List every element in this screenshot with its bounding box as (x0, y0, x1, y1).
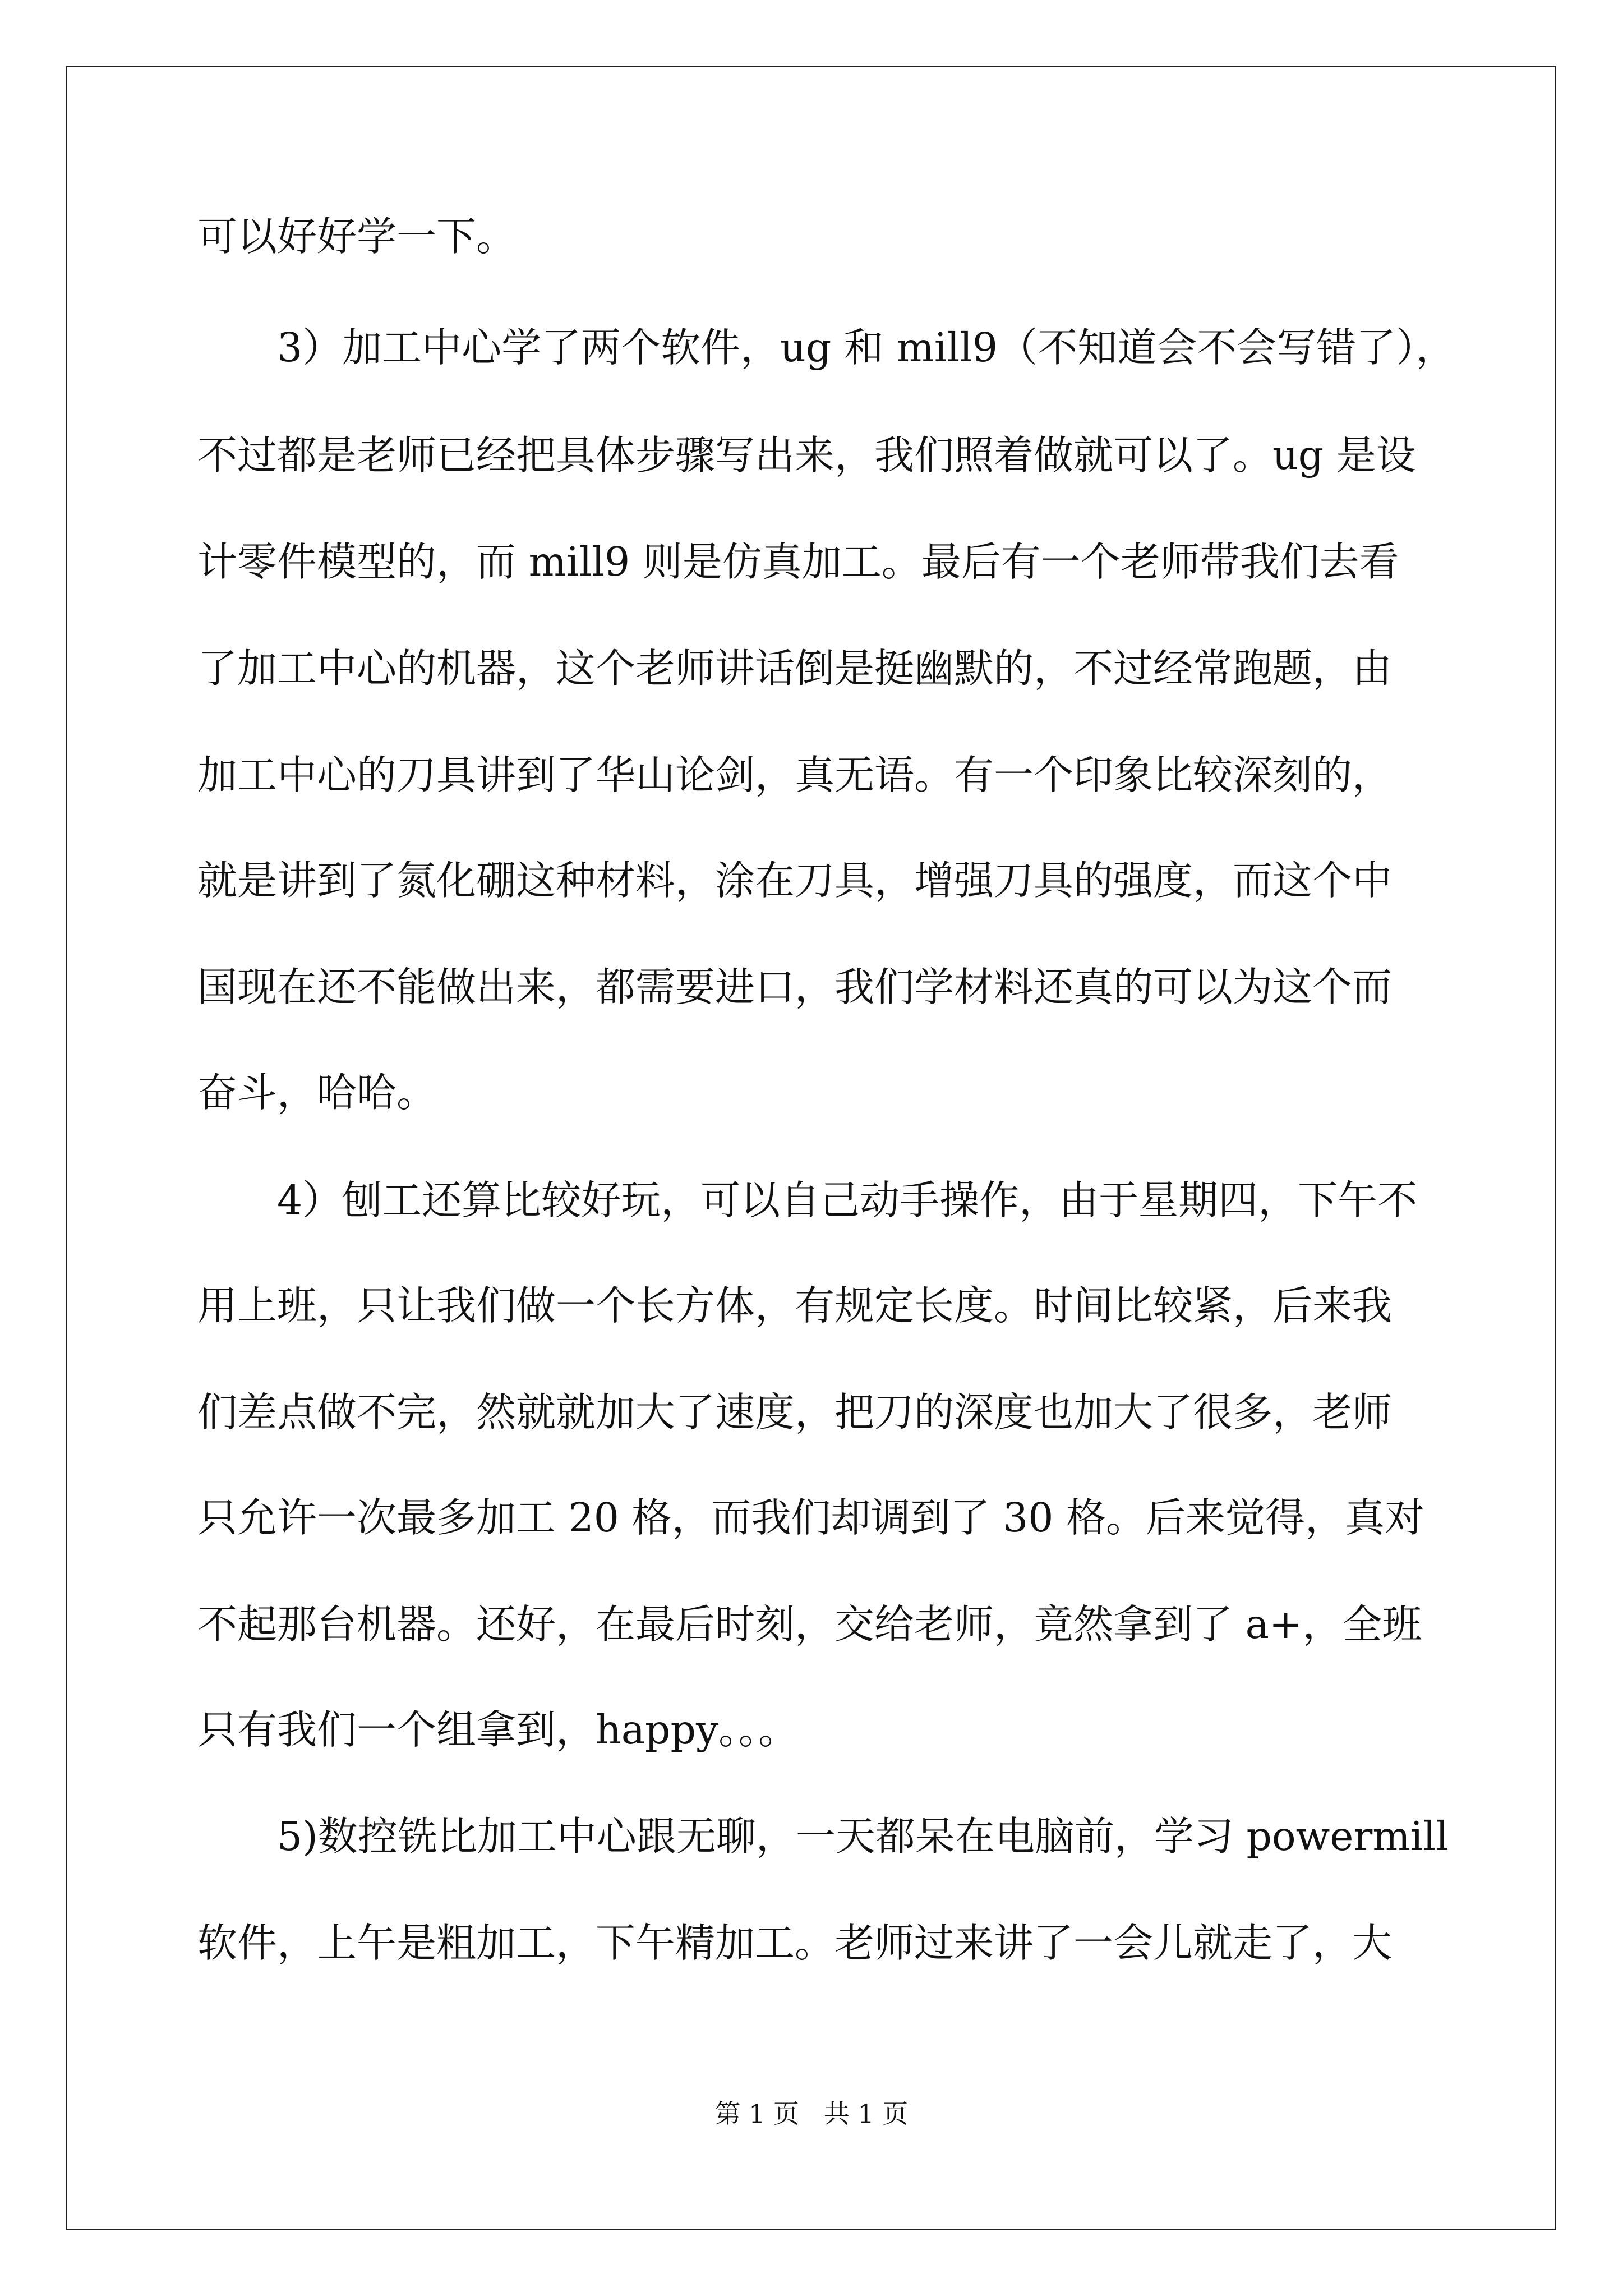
paragraph-line: 了加工中心的机器，这个老师讲话倒是挺幽默的，不过经常跑题，由 (197, 645, 1393, 692)
paragraph-line: 只允许一次最多加工 20 格，而我们却调到了 30 格。后来觉得，真对 (197, 1494, 1424, 1541)
page-border (66, 66, 1556, 2230)
paragraph-line: 不过都是老师已经把具体步骤写出来，我们照着做就可以了。ug 是设 (197, 432, 1416, 478)
paragraph-line: 5)数控铣比加工中心跟无聊，一天都呆在电脑前，学习 powermill (277, 1813, 1449, 1860)
paragraph-line: 4）刨工还算比较好玩，可以自己动手操作，由于星期四，下午不 (277, 1177, 1418, 1223)
paragraph-line: 用上班，只让我们做一个长方体，有规定长度。时间比较紧，后来我 (197, 1282, 1393, 1329)
paragraph-line: 国现在还不能做出来，都需要进口，我们学材料还真的可以为这个而 (197, 964, 1393, 1010)
paragraph-line: 奋斗，哈哈。 (197, 1069, 437, 1116)
paragraph-line: 就是讲到了氮化硼这种材料，涂在刀具，增强刀具的强度，而这个中 (197, 857, 1393, 904)
paragraph-line: 只有我们一个组拿到，happy。。。 (197, 1706, 799, 1753)
paragraph-line: 计零件模型的，而 mill9 则是仿真加工。最后有一个老师带我们去看 (197, 539, 1399, 585)
paragraph-line: 们差点做不完，然就就加大了速度，把刀的深度也加大了很多，老师 (197, 1389, 1393, 1435)
paragraph-line: 可以好好学一下。 (197, 213, 517, 260)
paragraph-line: 软件，上午是粗加工，下午精加工。老师过来讲了一会儿就走了，大 (197, 1920, 1393, 1966)
paragraph-line: 加工中心的刀具讲到了华山论剑，真无语。有一个印象比较深刻的， (197, 752, 1393, 798)
page-number-footer: 第 1 页 共 1 页 (714, 2099, 909, 2129)
paragraph-line: 不起那台机器。还好，在最后时刻，交给老师，竟然拿到了 a+，全班 (197, 1601, 1422, 1648)
paragraph-line: 3）加工中心学了两个软件，ug 和 mill9（不知道会不会写错了）， (277, 324, 1456, 371)
